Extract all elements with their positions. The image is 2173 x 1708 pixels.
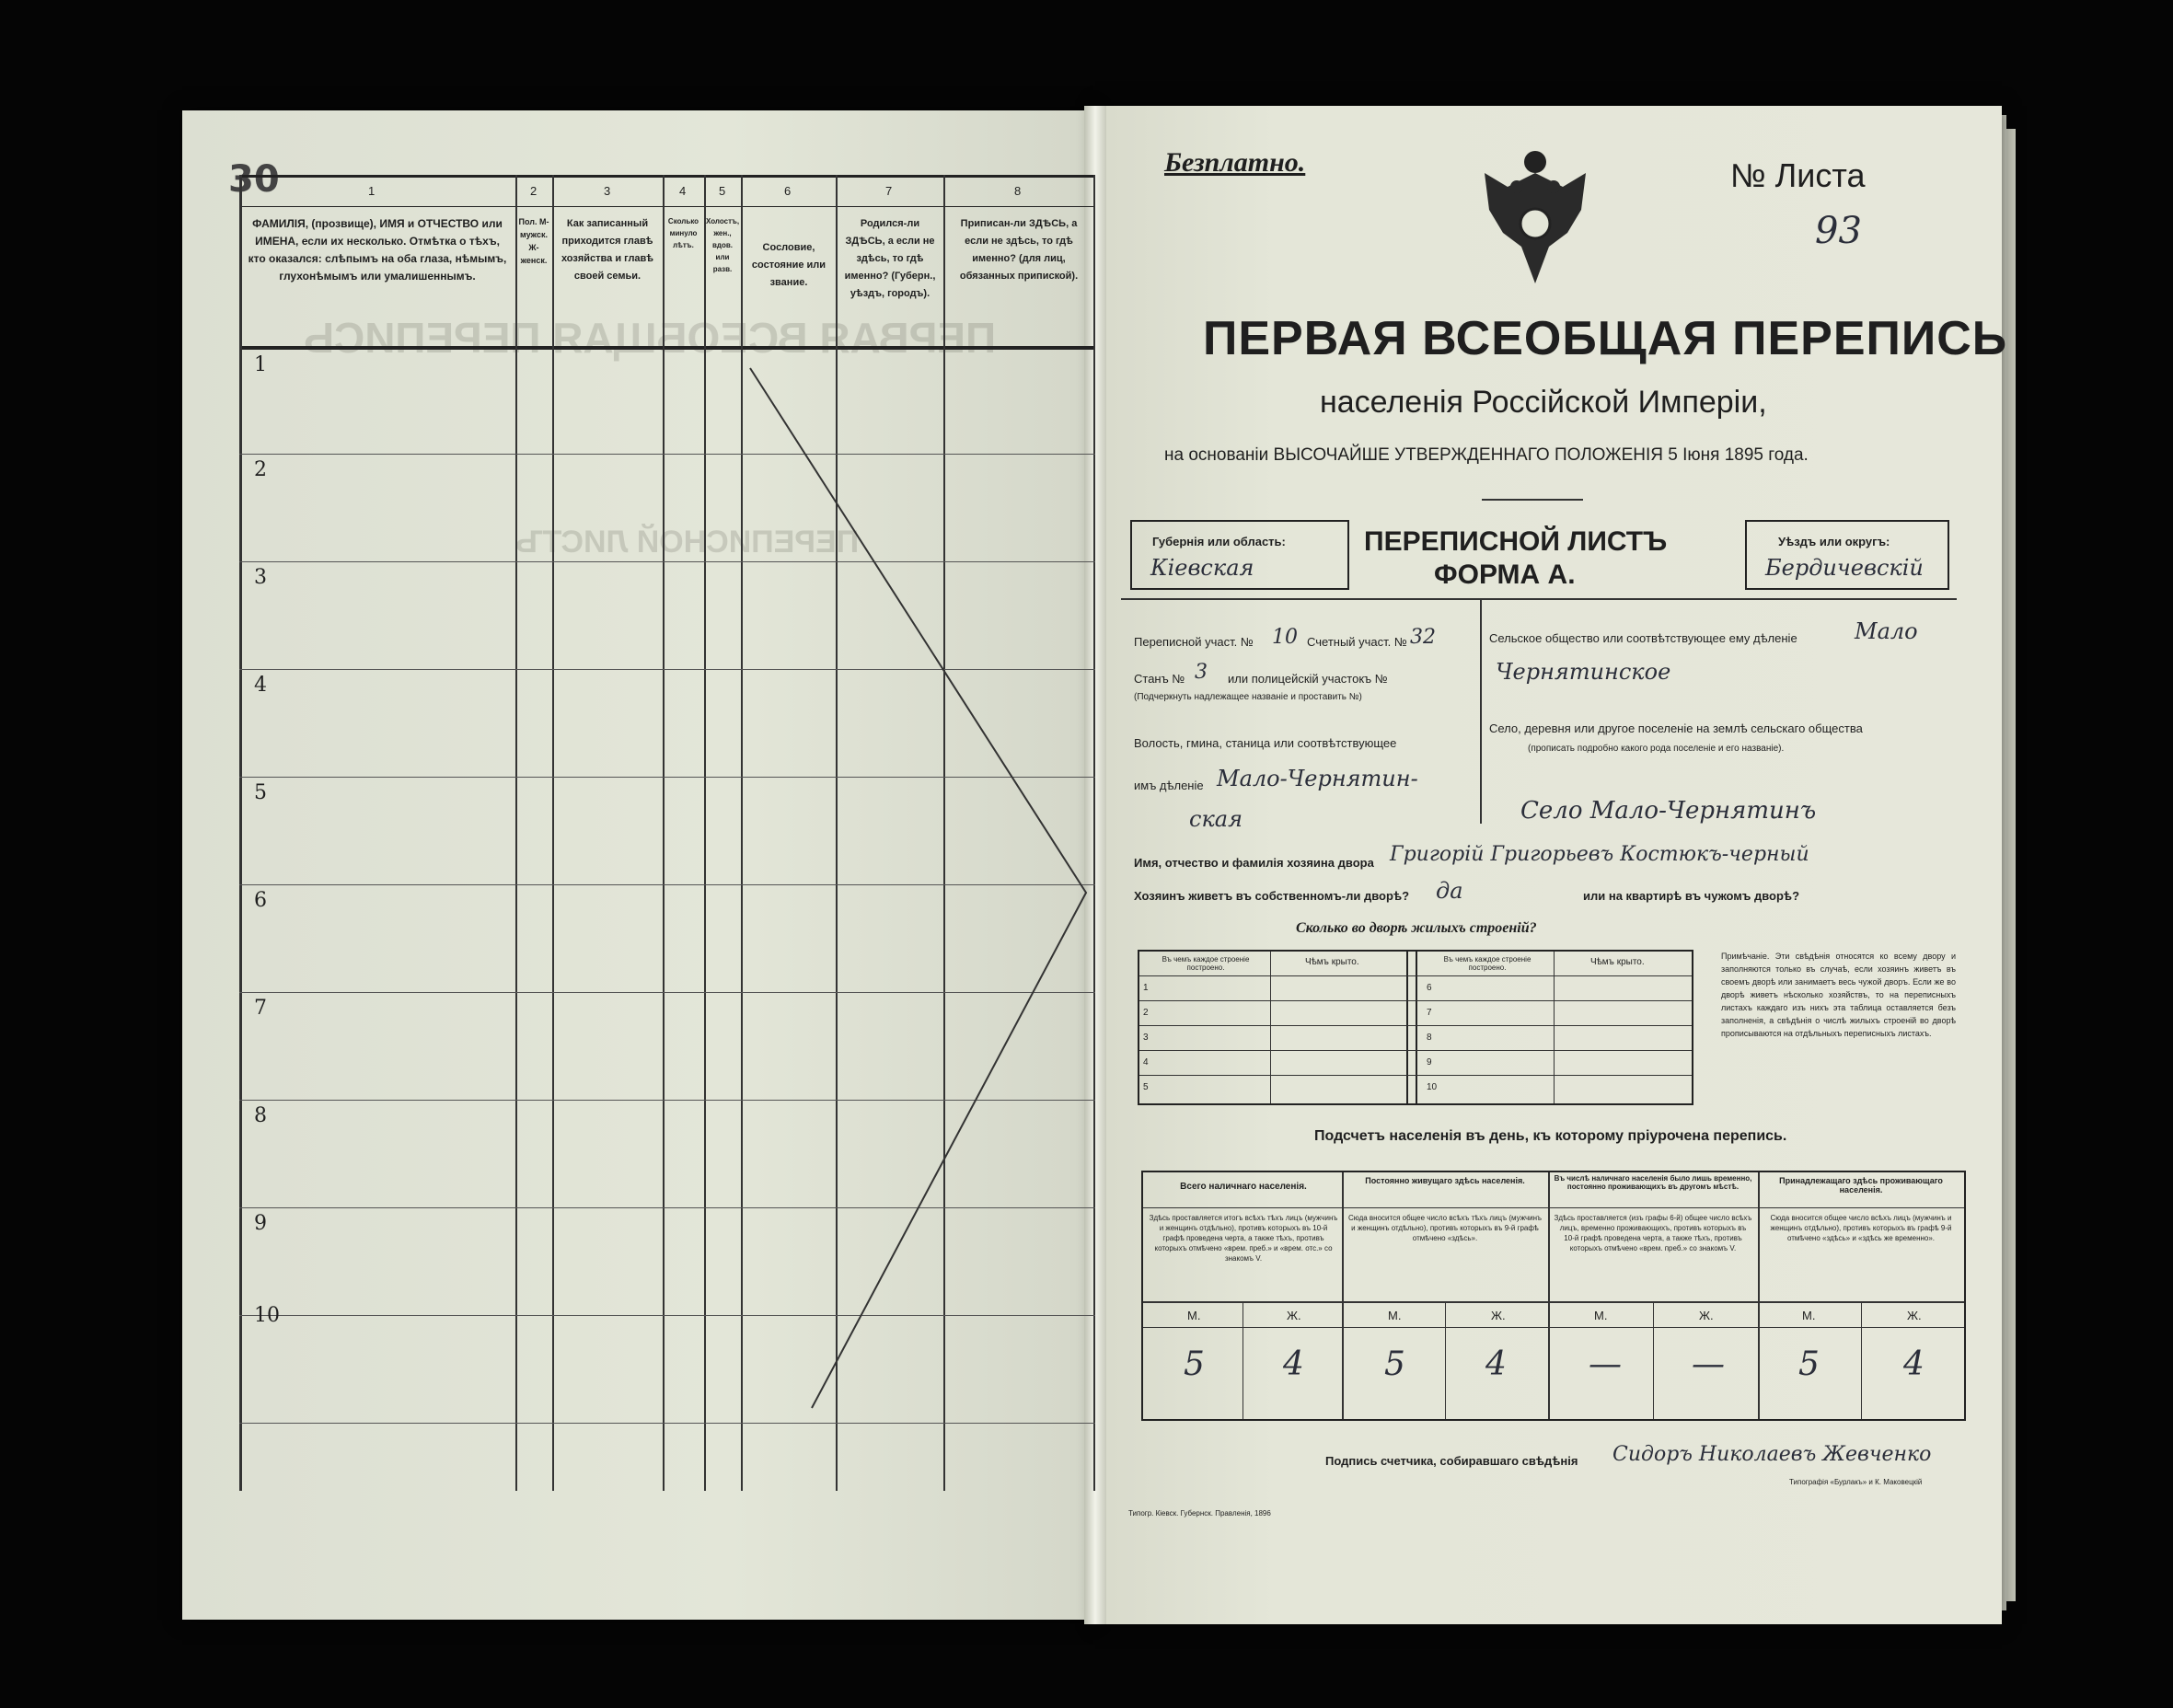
row-number: 7 — [254, 997, 267, 1020]
signature-label: Подпись счетчика, собиравшаго свѣдѣнія — [1325, 1454, 1578, 1468]
population-count-table — [1141, 1171, 1966, 1421]
col-header-registered: Приписан-ли ЗДѢСЬ, а если не здѣсь, то гдѣ именно? (для лиц, обязанных припиской). — [959, 218, 1079, 282]
owner-value[interactable]: Григорій Григорьевъ Костюкъ-черный — [1390, 843, 1809, 866]
census-area-value[interactable]: 10 — [1272, 626, 1298, 649]
row-number: 9 — [254, 1212, 267, 1235]
district-box — [1745, 520, 1949, 590]
count-value[interactable]: 4 — [1903, 1345, 1924, 1383]
buildings-note: Примѣчаніе. Эти свѣдѣнія относятся ко всему двору и заполняются только въ случаѣ, если хозяинъ живетъ въ своемъ дворѣ или занимаетъ весь чужой дворъ. Если же во дворѣ живетъ нѣсколько хозяйствъ, то на переписныхъ листахъ каждаго изъ нихъ эта таблица оставляется безъ заполненія, а свѣдѣнія о числѣ жилыхъ строеній во дворѣ прописываются на отдѣльныхъ переписныхъ листахъ. — [1721, 952, 1956, 1038]
col-header-relation: Как записанный приходится главѣ хозяйства и главѣ своей семьи. — [561, 218, 654, 282]
buildings-table — [1138, 950, 1693, 1105]
sheet-number-value: 93 — [1815, 210, 1862, 252]
province-label: Губернія или область: — [1152, 535, 1286, 548]
count-value[interactable]: 5 — [1184, 1345, 1205, 1383]
sex-label: М. — [1388, 1309, 1402, 1322]
volost-value-line2[interactable]: ская — [1189, 806, 1243, 832]
community-value-line1[interactable]: Мало — [1855, 618, 1918, 644]
bld-row-number: 6 — [1427, 983, 1432, 993]
bld-row-number: 8 — [1427, 1033, 1432, 1043]
bld-row-number: 2 — [1143, 1008, 1149, 1018]
count-value[interactable]: — — [1692, 1345, 1725, 1383]
signature-value[interactable]: Сидоръ Николаевъ Жевченко — [1612, 1443, 1932, 1466]
row-number: 5 — [254, 781, 267, 804]
count-value[interactable]: 4 — [1283, 1345, 1304, 1383]
own-yard-value[interactable]: да — [1436, 878, 1463, 904]
bld-row-number: 7 — [1427, 1008, 1432, 1018]
row-number: 1 — [254, 353, 267, 376]
camp-suffix: или полицейскій участокъ № — [1228, 672, 1388, 686]
sex-label: Ж. — [1491, 1309, 1506, 1322]
village-note: (прописать подробно какого рода поселеніе и его названіе). — [1528, 744, 1785, 754]
bld-row-number: 10 — [1427, 1082, 1438, 1092]
col-number: 5 — [719, 184, 726, 198]
owner-label: Имя, отчество и фамилія хозяина двора — [1134, 856, 1374, 870]
count-col-header: Въ числѣ наличнаго населенія было лишь временно, постоянно проживающихъ въ другомъ мѣстѣ. — [1554, 1174, 1752, 1191]
camp-note: (Подчеркнуть надлежащее названіе и проставить №) — [1134, 692, 1362, 702]
camp-value[interactable]: 3 — [1195, 661, 1208, 684]
count-value[interactable]: 5 — [1798, 1345, 1820, 1383]
province-box — [1130, 520, 1349, 590]
row-number: 6 — [254, 889, 267, 912]
col-header-age: Сколько минуло лѣтъ. — [667, 217, 699, 249]
volost-label-line2: имъ дѣленіе — [1134, 779, 1204, 792]
count-col-note: Сюда вносится общее число всѣхъ тѣхъ лицъ (мужчинъ и женщинъ отдѣльно), противъ которыхъ въ 9-й графѣ отмѣчено «здѣсь». — [1347, 1214, 1543, 1242]
community-label: Сельское общество или соотвѣтствующее ему дѣленіе — [1489, 631, 1797, 645]
row-number: 10 — [254, 1304, 280, 1327]
bld-row-number: 4 — [1143, 1057, 1149, 1068]
printer-left: Типогр. Кіевск. Губернск. Правленія, 1896 — [1128, 1509, 1271, 1518]
col-header-sex: Пол. М-мужск. Ж-женск. — [518, 217, 549, 265]
sex-label: М. — [1594, 1309, 1608, 1322]
col-number: 7 — [885, 184, 893, 198]
row-number: 3 — [254, 566, 267, 589]
col-header-estate: Сословие, состояние или звание. — [751, 242, 826, 288]
col-number: 1 — [368, 184, 376, 198]
bleed-through-title: ПЕРВАЯ ВСЕОБЩАЯ ПЕРЕПИСЬ — [304, 314, 997, 362]
census-title: ПЕРВАЯ ВСЕОБЩАЯ ПЕРЕПИСЬ — [1203, 312, 2008, 365]
village-label: Село, деревня или другое поселеніе на землѣ сельскаго общества — [1489, 721, 1863, 735]
sex-label: М. — [1802, 1309, 1816, 1322]
ornament-divider — [1482, 499, 1583, 501]
volost-label-line1: Волость, гмина, станица или соотвѣтствующее — [1134, 736, 1397, 750]
col-number: 6 — [784, 184, 792, 198]
province-value[interactable]: Кіевская — [1150, 555, 1254, 581]
free-label: Безплатно. — [1164, 147, 1306, 178]
col-header-marital: Холостъ, жен., вдов. или разв. — [706, 217, 740, 273]
row-number: 8 — [254, 1104, 267, 1127]
community-value-line2[interactable]: Чернятинское — [1496, 659, 1671, 685]
printer-right: Типографія «Бурлакъ» и К. Маковецкій — [1789, 1478, 1923, 1486]
col-number: 4 — [679, 184, 687, 198]
buildings-label: Сколько во дворѣ жилыхъ строеній? — [1296, 920, 1537, 936]
bld-row-number: 3 — [1143, 1033, 1149, 1043]
bld-header-material: Въ чемъ каждое строеніе построено. — [1443, 955, 1532, 972]
sheet-number-label: № Листа — [1730, 156, 1866, 194]
count-col-header: Принадлежащаго здѣсь проживающаго населенія. — [1779, 1176, 1943, 1194]
sex-label: Ж. — [1907, 1309, 1922, 1322]
imperial-eagle-icon — [1471, 145, 1600, 293]
census-subtitle: населенія Россійской Имперіи, — [1320, 385, 1767, 420]
row-number: 4 — [254, 674, 267, 697]
camp-label: Станъ № — [1134, 672, 1185, 686]
census-area-label: Переписной участ. № — [1134, 635, 1254, 649]
village-value[interactable]: Село Мало-Чернятинъ — [1520, 797, 1817, 825]
count-col-note: Сюда вносится общее число всѣхъ лицъ (мужчинъ и женщинъ отдѣльно), противъ которыхъ въ графѣ 9-й отмѣчено «здѣсь» и «здѣсь же временно». — [1770, 1214, 1952, 1242]
bld-row-number: 9 — [1427, 1057, 1432, 1068]
district-label: Уѣздъ или округъ: — [1778, 535, 1890, 548]
count-col-note: Здѣсь проставляется итогъ всѣхъ тѣхъ лицъ (мужчинъ и женщинъ отдѣльно), противъ которыхъ въ 10-й графѣ проведена черта, а также тѣхъ, противъ которыхъ отмѣчено «врем. преб.» и «врем. отс.» со знакомъ V. — [1149, 1214, 1338, 1263]
sex-label: Ж. — [1699, 1309, 1714, 1322]
bld-header-material: Въ чемъ каждое строеніе построено. — [1162, 955, 1250, 972]
bleed-through-form: ПЕРЕПИСНОЙ ЛИСТЪ — [515, 525, 860, 560]
count-value[interactable]: 4 — [1485, 1345, 1507, 1383]
count-col-note: Здѣсь проставляется (изъ графы 6-й) общее число всѣхъ лицъ, временно проживающихъ, противъ которыхъ въ 10-й графѣ проведена черта, а также тѣхъ, противъ которыхъ отмѣчено «врем. преб.» со знакомъ V. — [1554, 1214, 1752, 1252]
sex-label: Ж. — [1287, 1309, 1301, 1322]
census-basis: на основаніи ВЫСОЧАЙШЕ УТВЕРЖДЕННАГО ПОЛОЖЕНІЯ 5 Іюня 1895 года. — [1164, 445, 1809, 465]
district-value[interactable]: Бердичевскій — [1765, 555, 1924, 581]
col-number: 2 — [530, 184, 537, 198]
count-value[interactable]: — — [1589, 1345, 1622, 1383]
col-header-name: ФАМИЛІЯ, (прозвище), ИМЯ и ОТЧЕСТВО или ИМЕНА, если их несколько. Отмѣтка о тѣхъ, кто оказался: слѣпымъ на оба глаза, нѣмымъ, глухонѣмымъ или умалишеннымъ. — [248, 217, 507, 283]
left-corner-number: 30 — [228, 158, 280, 201]
col-number: 8 — [1014, 184, 1022, 198]
count-area-label: Счетный участ. № — [1307, 635, 1407, 649]
count-area-value[interactable]: 32 — [1410, 626, 1436, 649]
row-number: 2 — [254, 458, 267, 481]
count-col-header: Всего наличнаго населенія. — [1180, 1182, 1307, 1192]
count-col-header: Постоянно живущаго здѣсь населенія. — [1365, 1176, 1525, 1185]
bld-header-roof: Чѣмъ крыто. — [1590, 957, 1645, 967]
bld-header-roof: Чѣмъ крыто. — [1305, 957, 1359, 967]
own-yard-label: Хозяинъ живетъ въ собственномъ-ли дворѣ? — [1134, 889, 1410, 903]
bld-row-number: 1 — [1143, 983, 1149, 993]
col-number: 3 — [604, 184, 611, 198]
volost-value-line1[interactable]: Мало-Чернятин- — [1217, 766, 1418, 791]
count-title: Подсчетъ населенія въ день, къ которому пріурочена перепись. — [1314, 1128, 1787, 1144]
bld-row-number: 5 — [1143, 1082, 1149, 1092]
rent-label: или на квартирѣ въ чужомъ дворѣ? — [1583, 889, 1800, 903]
form-subtitle: ФОРМА А. — [1434, 560, 1576, 590]
col-header-born: Родился-ли ЗДѢСЬ, а если не здѣсь, то гдѣ именно? (Губерн., уѣздъ, городъ). — [844, 218, 936, 299]
count-value[interactable]: 5 — [1384, 1345, 1405, 1383]
sex-label: М. — [1187, 1309, 1201, 1322]
form-title: ПЕРЕПИСНОЙ ЛИСТЪ — [1364, 526, 1668, 557]
